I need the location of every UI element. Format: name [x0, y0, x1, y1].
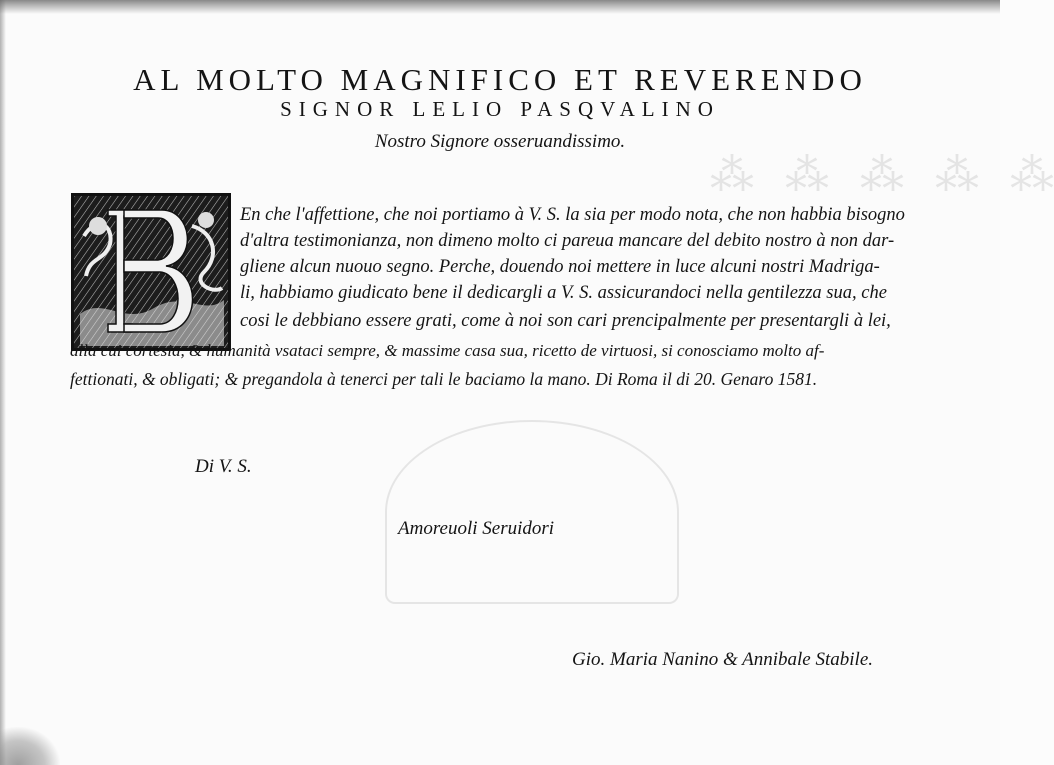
page-top-shadow	[0, 0, 1000, 14]
dedicatee-honorific: Nostro Signore osseruandissimo.	[374, 131, 626, 152]
thumb-shadow	[0, 727, 60, 765]
page-left-shadow	[0, 0, 6, 765]
show-through-emblem	[385, 420, 679, 604]
signature: Gio. Maria Nanino & Annibale Stabile.	[572, 649, 874, 670]
body-line-2: d'altra testimonianza, non dimeno molto ci pareua mancare del debito nostro à non dar-	[240, 231, 895, 251]
show-through-title: ⁂ ⁂ ⁂ ⁂ ⁂	[700, 151, 1054, 200]
body-line-7: fettionati, & obligati; & pregandola à tenerci per tali le baciamo la mano. Di Roma il di 20. Genaro 1581.	[70, 369, 818, 389]
body-line-3: gliene alcun nuouo segno. Perche, douendo noi mettere in luce alcuni nostri Madriga-	[240, 257, 880, 277]
greeting: Di V. S.	[195, 456, 252, 477]
body-line-6: alla cui cortesia, & humanità vsataci sempre, & massime casa sua, ricetto de virtuosi, si conosciamo molto af-	[70, 341, 825, 360]
dedicatee-name: SIGNOR LELIO PASQVALINO	[280, 97, 720, 121]
body-line-5: cosi le debbiano essere grati, come à noi son cari prencipalmente per presentargli à lei,	[240, 311, 891, 331]
closing: Amoreuoli Seruidori	[398, 518, 555, 539]
body-line-1: En che l'affettione, che noi portiamo à V. S. la sia per modo nota, che non habbia bisogno	[240, 205, 905, 225]
dedication-heading: AL MOLTO MAGNIFICO ET REVERENDO	[133, 62, 867, 97]
ornamental-initial-b	[71, 193, 231, 351]
body-line-4: li, habbiamo giudicato bene il dedicargli a V. S. assicurandoci nella gentilezza sua, che	[240, 283, 887, 303]
